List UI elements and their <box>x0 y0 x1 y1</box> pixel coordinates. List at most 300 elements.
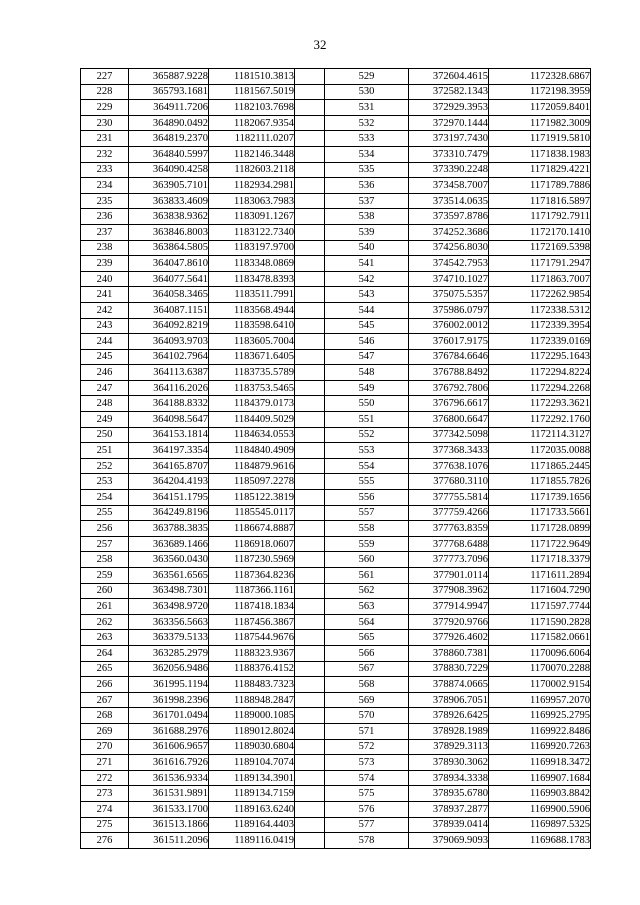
y-coordinate-right: 1171597.7744 <box>489 599 591 615</box>
table-row <box>81 443 591 459</box>
x-coordinate-left: 363838.9362 <box>129 209 209 225</box>
point-number-right: 578 <box>325 833 409 849</box>
empty-separator-cell <box>295 412 325 428</box>
coordinates-table <box>80 68 591 849</box>
point-number-left: 254 <box>81 490 129 506</box>
point-number-left: 234 <box>81 178 129 194</box>
x-coordinate-right: 378930.3062 <box>409 755 489 771</box>
empty-separator-cell <box>295 474 325 490</box>
x-coordinate-left: 364090.4258 <box>129 162 209 178</box>
x-coordinate-left: 364153.1814 <box>129 427 209 443</box>
x-coordinate-right: 374256.8030 <box>409 240 489 256</box>
y-coordinate-right: 1171829.4221 <box>489 162 591 178</box>
y-coordinate-left: 1189116.0419 <box>209 833 295 849</box>
empty-separator-cell <box>295 817 325 833</box>
x-coordinate-right: 373197.7430 <box>409 131 489 147</box>
x-coordinate-right: 378928.1989 <box>409 723 489 739</box>
point-number-right: 548 <box>325 365 409 381</box>
y-coordinate-left: 1187366.1161 <box>209 583 295 599</box>
point-number-right: 542 <box>325 271 409 287</box>
y-coordinate-right: 1169922.8486 <box>489 723 591 739</box>
point-number-right: 558 <box>325 521 409 537</box>
point-number-left: 260 <box>81 583 129 599</box>
x-coordinate-right: 378939.0414 <box>409 817 489 833</box>
x-coordinate-right: 378860.7381 <box>409 645 489 661</box>
point-number-right: 549 <box>325 380 409 396</box>
table-row <box>81 833 591 849</box>
x-coordinate-left: 361531.9891 <box>129 786 209 802</box>
y-coordinate-right: 1171722.9649 <box>489 536 591 552</box>
x-coordinate-left: 361511.2096 <box>129 833 209 849</box>
table-row <box>81 786 591 802</box>
x-coordinate-left: 361513.1866 <box>129 817 209 833</box>
point-number-left: 256 <box>81 521 129 537</box>
empty-separator-cell <box>295 599 325 615</box>
table-row <box>81 521 591 537</box>
table-row <box>81 412 591 428</box>
y-coordinate-left: 1187364.8236 <box>209 568 295 584</box>
empty-separator-cell <box>295 396 325 412</box>
point-number-left: 252 <box>81 458 129 474</box>
empty-separator-cell <box>295 84 325 100</box>
x-coordinate-left: 365793.1681 <box>129 84 209 100</box>
y-coordinate-right: 1172292.1760 <box>489 412 591 428</box>
table-row <box>81 755 591 771</box>
y-coordinate-right: 1172170.1410 <box>489 224 591 240</box>
point-number-right: 539 <box>325 224 409 240</box>
point-number-right: 563 <box>325 599 409 615</box>
empty-separator-cell <box>295 552 325 568</box>
table-row <box>81 209 591 225</box>
point-number-left: 274 <box>81 801 129 817</box>
y-coordinate-right: 1172294.8224 <box>489 365 591 381</box>
empty-separator-cell <box>295 833 325 849</box>
y-coordinate-left: 1184379.0173 <box>209 396 295 412</box>
y-coordinate-right: 1172059.8401 <box>489 100 591 116</box>
empty-separator-cell <box>295 162 325 178</box>
y-coordinate-right: 1171728.0899 <box>489 521 591 537</box>
point-number-right: 537 <box>325 193 409 209</box>
x-coordinate-left: 364093.9703 <box>129 334 209 350</box>
point-number-left: 245 <box>81 349 129 365</box>
y-coordinate-right: 1172293.3621 <box>489 396 591 412</box>
point-number-left: 247 <box>81 380 129 396</box>
table-row <box>81 334 591 350</box>
point-number-right: 562 <box>325 583 409 599</box>
point-number-right: 534 <box>325 146 409 162</box>
point-number-left: 265 <box>81 661 129 677</box>
y-coordinate-right: 1169907.1684 <box>489 770 591 786</box>
x-coordinate-right: 376788.8492 <box>409 365 489 381</box>
y-coordinate-left: 1185097.2278 <box>209 474 295 490</box>
x-coordinate-right: 376796.6617 <box>409 396 489 412</box>
table-row <box>81 614 591 630</box>
table-row <box>81 365 591 381</box>
point-number-right: 535 <box>325 162 409 178</box>
y-coordinate-left: 1183478.8393 <box>209 271 295 287</box>
x-coordinate-left: 364204.4193 <box>129 474 209 490</box>
y-coordinate-right: 1170096.6064 <box>489 645 591 661</box>
point-number-left: 257 <box>81 536 129 552</box>
table-row <box>81 162 591 178</box>
y-coordinate-right: 1172338.5312 <box>489 302 591 318</box>
point-number-right: 531 <box>325 100 409 116</box>
point-number-right: 545 <box>325 318 409 334</box>
table-row <box>81 427 591 443</box>
x-coordinate-right: 377368.3433 <box>409 443 489 459</box>
empty-separator-cell <box>295 505 325 521</box>
table-row <box>81 287 591 303</box>
empty-separator-cell <box>295 614 325 630</box>
empty-separator-cell <box>295 443 325 459</box>
y-coordinate-right: 1172035.0088 <box>489 443 591 459</box>
point-number-left: 275 <box>81 817 129 833</box>
empty-separator-cell <box>295 583 325 599</box>
point-number-left: 253 <box>81 474 129 490</box>
y-coordinate-right: 1169897.5325 <box>489 817 591 833</box>
y-coordinate-right: 1172198.3959 <box>489 84 591 100</box>
x-coordinate-right: 375075.5357 <box>409 287 489 303</box>
x-coordinate-left: 364098.5647 <box>129 412 209 428</box>
x-coordinate-right: 372582.1343 <box>409 84 489 100</box>
table-row <box>81 224 591 240</box>
y-coordinate-right: 1172294.2268 <box>489 380 591 396</box>
table-row <box>81 193 591 209</box>
y-coordinate-right: 1169957.2070 <box>489 692 591 708</box>
x-coordinate-left: 364047.8610 <box>129 256 209 272</box>
table-row <box>81 677 591 693</box>
y-coordinate-left: 1181510.3813 <box>209 69 295 85</box>
x-coordinate-left: 364092.8219 <box>129 318 209 334</box>
table-row <box>81 708 591 724</box>
y-coordinate-left: 1187230.5969 <box>209 552 295 568</box>
x-coordinate-right: 377926.4602 <box>409 630 489 646</box>
point-number-right: 565 <box>325 630 409 646</box>
point-number-right: 568 <box>325 677 409 693</box>
y-coordinate-right: 1169688.1783 <box>489 833 591 849</box>
empty-separator-cell <box>295 349 325 365</box>
x-coordinate-right: 377920.9766 <box>409 614 489 630</box>
point-number-left: 230 <box>81 115 129 131</box>
empty-separator-cell <box>295 178 325 194</box>
x-coordinate-right: 374710.1027 <box>409 271 489 287</box>
y-coordinate-left: 1189030.6804 <box>209 739 295 755</box>
table-row <box>81 474 591 490</box>
x-coordinate-right: 372970.1444 <box>409 115 489 131</box>
x-coordinate-left: 361688.2976 <box>129 723 209 739</box>
point-number-right: 564 <box>325 614 409 630</box>
x-coordinate-right: 377342.5098 <box>409 427 489 443</box>
empty-separator-cell <box>295 287 325 303</box>
x-coordinate-right: 378934.3338 <box>409 770 489 786</box>
x-coordinate-left: 364165.8707 <box>129 458 209 474</box>
table-row <box>81 458 591 474</box>
y-coordinate-right: 1171791.2947 <box>489 256 591 272</box>
x-coordinate-right: 372929.3953 <box>409 100 489 116</box>
x-coordinate-right: 375986.0797 <box>409 302 489 318</box>
point-number-right: 540 <box>325 240 409 256</box>
x-coordinate-left: 364188.8332 <box>129 396 209 412</box>
y-coordinate-right: 1169900.5906 <box>489 801 591 817</box>
table-row <box>81 552 591 568</box>
y-coordinate-right: 1171816.5897 <box>489 193 591 209</box>
y-coordinate-left: 1183197.9700 <box>209 240 295 256</box>
x-coordinate-left: 365887.9228 <box>129 69 209 85</box>
y-coordinate-left: 1185122.3819 <box>209 490 295 506</box>
y-coordinate-left: 1187544.9676 <box>209 630 295 646</box>
table-row <box>81 536 591 552</box>
point-number-left: 229 <box>81 100 129 116</box>
y-coordinate-left: 1183091.1267 <box>209 209 295 225</box>
x-coordinate-right: 373514.0635 <box>409 193 489 209</box>
y-coordinate-left: 1185545.0117 <box>209 505 295 521</box>
y-coordinate-left: 1188948.2847 <box>209 692 295 708</box>
x-coordinate-left: 363498.9720 <box>129 599 209 615</box>
empty-separator-cell <box>295 193 325 209</box>
x-coordinate-right: 376017.9175 <box>409 334 489 350</box>
x-coordinate-left: 364077.5641 <box>129 271 209 287</box>
x-coordinate-left: 364197.3354 <box>129 443 209 459</box>
x-coordinate-right: 378935.6780 <box>409 786 489 802</box>
table-row <box>81 396 591 412</box>
x-coordinate-left: 363864.5805 <box>129 240 209 256</box>
table-row <box>81 380 591 396</box>
x-coordinate-right: 376800.6647 <box>409 412 489 428</box>
point-number-right: 543 <box>325 287 409 303</box>
point-number-left: 250 <box>81 427 129 443</box>
empty-separator-cell <box>295 770 325 786</box>
y-coordinate-left: 1189164.4403 <box>209 817 295 833</box>
x-coordinate-left: 363833.4609 <box>129 193 209 209</box>
empty-separator-cell <box>295 661 325 677</box>
x-coordinate-left: 361701.0494 <box>129 708 209 724</box>
x-coordinate-right: 373310.7479 <box>409 146 489 162</box>
x-coordinate-left: 364102.7964 <box>129 349 209 365</box>
point-number-left: 240 <box>81 271 129 287</box>
point-number-left: 237 <box>81 224 129 240</box>
y-coordinate-left: 1189012.8024 <box>209 723 295 739</box>
point-number-right: 555 <box>325 474 409 490</box>
point-number-left: 272 <box>81 770 129 786</box>
empty-separator-cell <box>295 271 325 287</box>
point-number-right: 566 <box>325 645 409 661</box>
y-coordinate-left: 1184409.5029 <box>209 412 295 428</box>
x-coordinate-left: 361616.7926 <box>129 755 209 771</box>
y-coordinate-left: 1182934.2981 <box>209 178 295 194</box>
y-coordinate-left: 1187418.1834 <box>209 599 295 615</box>
table-row <box>81 583 591 599</box>
point-number-left: 249 <box>81 412 129 428</box>
table-row <box>81 817 591 833</box>
point-number-right: 536 <box>325 178 409 194</box>
point-number-left: 262 <box>81 614 129 630</box>
point-number-left: 258 <box>81 552 129 568</box>
table-row <box>81 349 591 365</box>
empty-separator-cell <box>295 115 325 131</box>
x-coordinate-left: 364840.5997 <box>129 146 209 162</box>
y-coordinate-right: 1169903.8842 <box>489 786 591 802</box>
y-coordinate-right: 1171863.7007 <box>489 271 591 287</box>
x-coordinate-right: 377638.1076 <box>409 458 489 474</box>
x-coordinate-left: 364087.1151 <box>129 302 209 318</box>
x-coordinate-right: 378874.0665 <box>409 677 489 693</box>
y-coordinate-left: 1189134.3901 <box>209 770 295 786</box>
y-coordinate-left: 1188323.9367 <box>209 645 295 661</box>
x-coordinate-right: 377768.6488 <box>409 536 489 552</box>
point-number-left: 242 <box>81 302 129 318</box>
table-row <box>81 84 591 100</box>
point-number-right: 550 <box>325 396 409 412</box>
y-coordinate-left: 1183605.7004 <box>209 334 295 350</box>
y-coordinate-right: 1169918.3472 <box>489 755 591 771</box>
x-coordinate-right: 377901.0114 <box>409 568 489 584</box>
point-number-right: 553 <box>325 443 409 459</box>
empty-separator-cell <box>295 318 325 334</box>
point-number-right: 557 <box>325 505 409 521</box>
point-number-left: 268 <box>81 708 129 724</box>
point-number-right: 554 <box>325 458 409 474</box>
x-coordinate-right: 374252.3686 <box>409 224 489 240</box>
point-number-right: 530 <box>325 84 409 100</box>
y-coordinate-left: 1186674.8887 <box>209 521 295 537</box>
point-number-left: 243 <box>81 318 129 334</box>
empty-separator-cell <box>295 240 325 256</box>
point-number-right: 551 <box>325 412 409 428</box>
point-number-right: 547 <box>325 349 409 365</box>
x-coordinate-left: 364113.6387 <box>129 365 209 381</box>
y-coordinate-left: 1186918.0607 <box>209 536 295 552</box>
y-coordinate-right: 1171792.7911 <box>489 209 591 225</box>
y-coordinate-left: 1182067.9354 <box>209 115 295 131</box>
x-coordinate-right: 376784.6646 <box>409 349 489 365</box>
point-number-right: 573 <box>325 755 409 771</box>
x-coordinate-left: 363285.2979 <box>129 645 209 661</box>
empty-separator-cell <box>295 630 325 646</box>
table-row <box>81 661 591 677</box>
empty-separator-cell <box>295 739 325 755</box>
point-number-right: 569 <box>325 692 409 708</box>
y-coordinate-left: 1183122.7340 <box>209 224 295 240</box>
empty-separator-cell <box>295 146 325 162</box>
y-coordinate-left: 1189163.6240 <box>209 801 295 817</box>
point-number-left: 266 <box>81 677 129 693</box>
x-coordinate-left: 364819.2370 <box>129 131 209 147</box>
table-row <box>81 146 591 162</box>
x-coordinate-right: 377914.9947 <box>409 599 489 615</box>
y-coordinate-left: 1183753.5465 <box>209 380 295 396</box>
point-number-left: 273 <box>81 786 129 802</box>
table-row <box>81 568 591 584</box>
point-number-right: 556 <box>325 490 409 506</box>
x-coordinate-right: 378937.2877 <box>409 801 489 817</box>
x-coordinate-left: 363788.3835 <box>129 521 209 537</box>
empty-separator-cell <box>295 427 325 443</box>
point-number-left: 244 <box>81 334 129 350</box>
point-number-right: 575 <box>325 786 409 802</box>
y-coordinate-left: 1188483.7323 <box>209 677 295 693</box>
x-coordinate-left: 362056.9486 <box>129 661 209 677</box>
x-coordinate-right: 377908.3962 <box>409 583 489 599</box>
x-coordinate-right: 376792.7806 <box>409 380 489 396</box>
x-coordinate-right: 378929.3113 <box>409 739 489 755</box>
table-row <box>81 505 591 521</box>
empty-separator-cell <box>295 645 325 661</box>
point-number-left: 231 <box>81 131 129 147</box>
point-number-right: 538 <box>325 209 409 225</box>
y-coordinate-left: 1184634.0553 <box>209 427 295 443</box>
empty-separator-cell <box>295 458 325 474</box>
point-number-right: 546 <box>325 334 409 350</box>
point-number-left: 259 <box>81 568 129 584</box>
point-number-left: 241 <box>81 287 129 303</box>
point-number-left: 236 <box>81 209 129 225</box>
y-coordinate-right: 1169925.2795 <box>489 708 591 724</box>
point-number-left: 269 <box>81 723 129 739</box>
empty-separator-cell <box>295 801 325 817</box>
point-number-right: 572 <box>325 739 409 755</box>
x-coordinate-right: 373597.8786 <box>409 209 489 225</box>
table-row <box>81 256 591 272</box>
point-number-left: 228 <box>81 84 129 100</box>
empty-separator-cell <box>295 69 325 85</box>
x-coordinate-left: 364890.0492 <box>129 115 209 131</box>
empty-separator-cell <box>295 131 325 147</box>
table-row <box>81 302 591 318</box>
x-coordinate-left: 364058.3465 <box>129 287 209 303</box>
point-number-left: 233 <box>81 162 129 178</box>
table-row <box>81 692 591 708</box>
y-coordinate-right: 1171982.3009 <box>489 115 591 131</box>
y-coordinate-right: 1171582.0661 <box>489 630 591 646</box>
x-coordinate-right: 377759.4266 <box>409 505 489 521</box>
y-coordinate-left: 1184840.4909 <box>209 443 295 459</box>
y-coordinate-left: 1183598.6410 <box>209 318 295 334</box>
point-number-right: 533 <box>325 131 409 147</box>
empty-separator-cell <box>295 380 325 396</box>
point-number-right: 571 <box>325 723 409 739</box>
point-number-left: 267 <box>81 692 129 708</box>
y-coordinate-left: 1182603.2118 <box>209 162 295 178</box>
y-coordinate-right: 1169920.7263 <box>489 739 591 755</box>
y-coordinate-right: 1172339.3954 <box>489 318 591 334</box>
table-row <box>81 630 591 646</box>
empty-separator-cell <box>295 536 325 552</box>
y-coordinate-right: 1172262.9854 <box>489 287 591 303</box>
table-row <box>81 801 591 817</box>
point-number-right: 559 <box>325 536 409 552</box>
y-coordinate-left: 1189104.7074 <box>209 755 295 771</box>
x-coordinate-left: 364151.1795 <box>129 490 209 506</box>
y-coordinate-right: 1171604.7290 <box>489 583 591 599</box>
y-coordinate-right: 1171838.1983 <box>489 146 591 162</box>
point-number-left: 235 <box>81 193 129 209</box>
table-row <box>81 739 591 755</box>
table-row <box>81 645 591 661</box>
y-coordinate-left: 1187456.3867 <box>209 614 295 630</box>
y-coordinate-right: 1171611.2894 <box>489 568 591 584</box>
table-row <box>81 318 591 334</box>
x-coordinate-right: 378906.7051 <box>409 692 489 708</box>
empty-separator-cell <box>295 490 325 506</box>
table-row <box>81 490 591 506</box>
point-number-right: 544 <box>325 302 409 318</box>
table-row <box>81 271 591 287</box>
y-coordinate-left: 1184879.9616 <box>209 458 295 474</box>
x-coordinate-right: 376002.0012 <box>409 318 489 334</box>
x-coordinate-left: 363846.8003 <box>129 224 209 240</box>
point-number-right: 529 <box>325 69 409 85</box>
table-row <box>81 770 591 786</box>
